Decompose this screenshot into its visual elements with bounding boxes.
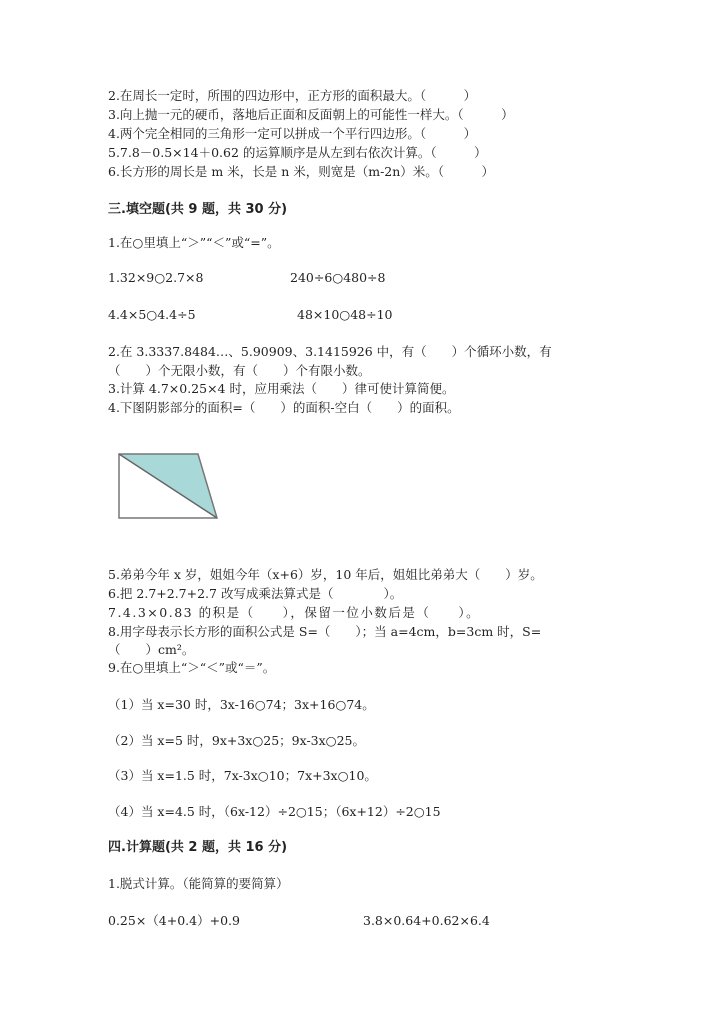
compare-left: 4.4×5○4.4÷5: [108, 307, 196, 322]
judge-item: 3.向上抛一元的硬币，落地后正面和反面朝上的可能性一样大。（ ）: [108, 107, 514, 122]
calc-expr: 3.8×0.64+0.62×6.4: [363, 913, 490, 928]
question-2: 2.在 3.3337.8484…、5.90909、3.1415926 中，有（ ）个循环小数，有: [108, 344, 552, 359]
section-heading: 三.填空题(共 9 题，共 30 分): [108, 202, 288, 217]
question-8-cont: （ ）cm²。: [108, 642, 195, 657]
question-3: 3.计算 4.7×0.25×4 时，应用乘法（ ）律可使计算简便。: [108, 381, 455, 396]
judge-item: 4.两个完全相同的三角形一定可以拼成一个平行四边形。（ ）: [108, 126, 477, 141]
sub-item: （1）当 x=30 时，3x-16○74；3x+16○74。: [108, 697, 375, 712]
question-1: 1.在○里填上“＞”“＜”或“=”。: [108, 235, 280, 250]
compare-right: 48×10○48÷10: [297, 307, 393, 322]
sub-item: （4）当 x=4.5 时，（6x-12）÷2○15；（6x+12）÷2○15: [108, 804, 441, 819]
compare-right: 240÷6○480÷8: [290, 270, 386, 285]
question-5: 5.弟弟今年 x 岁，姐姐今年（x+6）岁，10 年后，姐姐比弟弟大（ ）岁。: [108, 567, 543, 582]
question-4: 4.下图阴影部分的面积=（ ）的面积-空白（ ）的面积。: [108, 400, 460, 415]
sub-item: （3）当 x=1.5 时，7x-3x○10；7x+3x○10。: [108, 768, 377, 783]
calc-question-1: 1.脱式计算。（能简算的要简算）: [108, 876, 289, 891]
judge-item: 5.7.8－0.5×14＋0.62 的运算顺序是从左到右依次计算。（ ）: [108, 145, 487, 160]
shaded-area-figure: [115, 450, 225, 524]
question-7: 7.4.3×0.83 的积是（ ），保留一位小数后是（ ）。: [108, 605, 481, 620]
sub-item: （2）当 x=5 时，9x+3x○25；9x-3x○25。: [108, 733, 365, 748]
calc-expr: 0.25×（4+0.4）+0.9: [108, 913, 240, 928]
compare-left: 1.32×9○2.7×8: [108, 270, 204, 285]
question-2-cont: （ ）个无限小数，有（ ）个有限小数。: [108, 363, 371, 378]
question-8: 8.用字母表示长方形的面积公式是 S=（ ）；当 a=4cm，b=3cm 时，S=: [108, 624, 542, 639]
judge-item: 2.在周长一定时，所围的四边形中，正方形的面积最大。（ ）: [108, 88, 477, 103]
judge-item: 6.长方形的周长是 m 米，长是 n 米，则宽是（m-2n）米。（ ）: [108, 164, 495, 179]
question-6: 6.把 2.7+2.7+2.7 改写成乘法算式是（ ）。: [108, 586, 403, 601]
section-heading: 四.计算题(共 2 题，共 16 分): [108, 840, 288, 855]
question-9: 9.在○里填上“＞“＜”或“＝”。: [108, 660, 276, 675]
